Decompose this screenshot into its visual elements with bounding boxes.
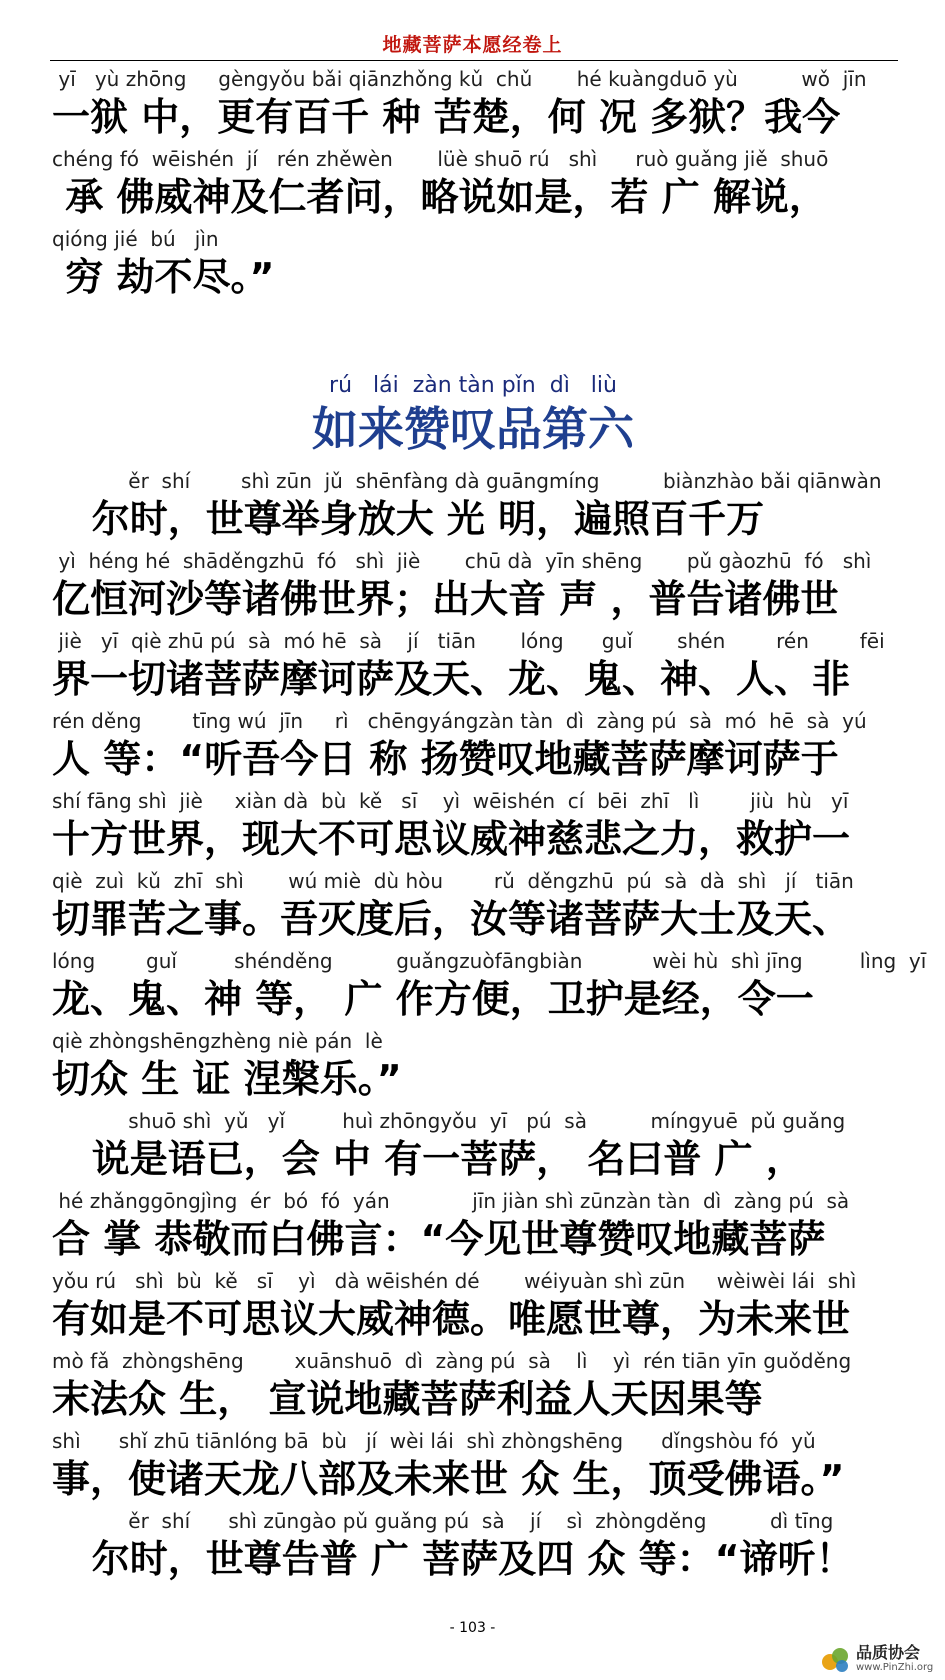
verse-line <box>52 1028 894 1104</box>
hanzi-line: 尔时，世尊告普 广 菩萨及四 众 等：“谛听！ <box>52 1537 854 1581</box>
pinyin-line: shí fāng shì jiè xiàn dà bù kě sī yì wēishén cí bēi zhī lì jiù hù yī <box>52 789 849 813</box>
pinyin-line: qiè zhòngshēngzhèng niè pán lè <box>52 1029 383 1053</box>
verse-line <box>52 628 894 704</box>
verse-line <box>52 788 894 864</box>
hanzi-line: 末法众 生， 宣说地藏菩萨利益人天因果等 <box>52 1377 763 1421</box>
hanzi-line: 切众 生 证 涅槃乐。” <box>52 1057 402 1101</box>
pinyin-line: yì héng hé shāděngzhū fó shì jiè chū dà yīn shēng pǔ gàozhū fó shì <box>52 549 872 573</box>
hanzi-line: 一狱 中，更有百千 种 苦楚，何 况 多狱？我今 <box>52 95 841 139</box>
pinyin-line: shì shǐ zhū tiānlóng bā bù jí wèi lái shì zhòngshēng dǐngshòu fó yǔ <box>52 1429 816 1453</box>
verse-line <box>52 1268 894 1344</box>
hanzi-line: 合 掌 恭敬而白佛言：“今见世尊赞叹地藏菩萨 <box>52 1217 826 1261</box>
hanzi-line: 十方世界，现大不可思议威神慈悲之力，救护一 <box>52 817 851 861</box>
watermark-name: 品质协会 <box>856 1643 921 1662</box>
pinyin-line: qióng jié bú jìn <box>52 227 219 251</box>
hanzi-line: 人 等：“听吾今日 称 扬赞叹地藏菩萨摩诃萨于 <box>52 737 839 781</box>
verse-line <box>52 146 894 222</box>
verse-line <box>52 226 894 302</box>
hanzi-line: 尔时，世尊举身放大 光 明，遍照百千万 <box>52 497 765 541</box>
pinyin-line: shuō shì yǔ yǐ huì zhōngyǒu yī pú sà míngyuē pǔ guǎng <box>52 1109 846 1133</box>
pinyin-line: qiè zuì kǔ zhī shì wú miè dù hòu rǔ děngzhū pú sà dà shì jí tiān <box>52 869 854 893</box>
chapter-title-pinyin: rú lái zàn tàn pǐn dì liù <box>329 373 617 398</box>
pinyin-line: mò fǎ zhòngshēng xuānshuō dì zàng pú sà lì yì rén tiān yīn guǒděng <box>52 1349 852 1373</box>
verse-line <box>52 1428 894 1504</box>
verse-line <box>52 708 894 784</box>
verse-line <box>52 66 894 142</box>
chapter-title: 如来赞叹品第六 <box>312 402 634 456</box>
hanzi-line: 切罪苦之事。吾灭度后，汝等诸菩萨大士及天、 <box>52 897 851 941</box>
pinyin-line: ěr shí shì zūn jǔ shēnfàng dà guāngmíng biànzhào bǎi qiānwàn <box>52 469 882 493</box>
hanzi-line: 事，使诸天龙八部及未来世 众 生，顶受佛语。” <box>52 1457 845 1501</box>
scripture-body <box>52 66 927 1588</box>
hanzi-line: 龙、鬼、神 等， 广 作方便，卫护是经，令一 <box>52 977 814 1021</box>
pinyin-line: ěr shí shì zūngào pǔ guǎng pú sà jí sì zhòngděng dì tīng <box>52 1509 834 1533</box>
section-chapter-six <box>52 468 927 1584</box>
pinyin-line: yī yù zhōng gèngyǒu bǎi qiānzhǒng kǔ chǔ hé kuàngduō yù wǒ jīn <box>52 67 867 91</box>
hanzi-line: 穷 劫不尽。” <box>52 255 275 299</box>
pinyin-line: chéng fó wēishén jí rén zhěwèn lüè shuō rú shì ruò guǎng jiě shuō <box>52 147 829 171</box>
hanzi-line: 承 佛威神及仁者问，略说如是，若 广 解说， <box>52 175 827 219</box>
section-continued <box>52 66 894 302</box>
logo-icon <box>820 1642 852 1674</box>
verse-line <box>52 948 927 1024</box>
pinyin-line: lóng guǐ shénděng guǎngzuòfāngbiàn wèi hù shì jīng lìng yī <box>52 949 927 973</box>
hanzi-line: 界一切诸菩萨摩诃萨及天、龙、鬼、神、人、非 <box>52 657 851 701</box>
pinyin-line: hé zhǎnggōngjìng ér bó fó yán jīn jiàn shì zūnzàn tàn dì zàng pú sà <box>52 1189 850 1213</box>
hanzi-line: 说是语已，会 中 有一菩萨， 名曰普 广 ， <box>52 1137 804 1181</box>
watermark-url: www.PinZhi.org <box>856 1662 934 1673</box>
verse-line <box>52 868 894 944</box>
pinyin-line: yǒu rú shì bù kě sī yì dà wēishén dé wéiyuàn shì zūn wèiwèi lái shì <box>52 1269 857 1293</box>
pinyin-line: jiè yī qiè zhū pú sà mó hē sà jí tiān lóng guǐ shén rén fēi <box>52 629 885 653</box>
page-header <box>0 0 945 56</box>
verse-line <box>52 548 894 624</box>
verse-line <box>52 468 894 544</box>
verse-line <box>52 1188 894 1264</box>
page-number: - 103 - <box>449 1620 496 1636</box>
header-divider <box>50 60 898 61</box>
hanzi-line: 亿恒河沙等诸佛世界；出大音 声 ，普告诸佛世 <box>52 577 839 621</box>
watermark-logo <box>820 1640 940 1678</box>
pinyin-line: rén děng tīng wú jīn rì chēngyángzàn tàn dì zàng pú sà mó hē sà yú <box>52 709 867 733</box>
verse-line <box>52 1508 894 1584</box>
header-title: 地藏菩萨本愿经卷上 <box>382 34 563 56</box>
hanzi-line: 有如是不可思议大威神德。唯愿世尊，为未来世 <box>52 1297 851 1341</box>
verse-line <box>52 1348 894 1424</box>
verse-line <box>52 1108 894 1184</box>
